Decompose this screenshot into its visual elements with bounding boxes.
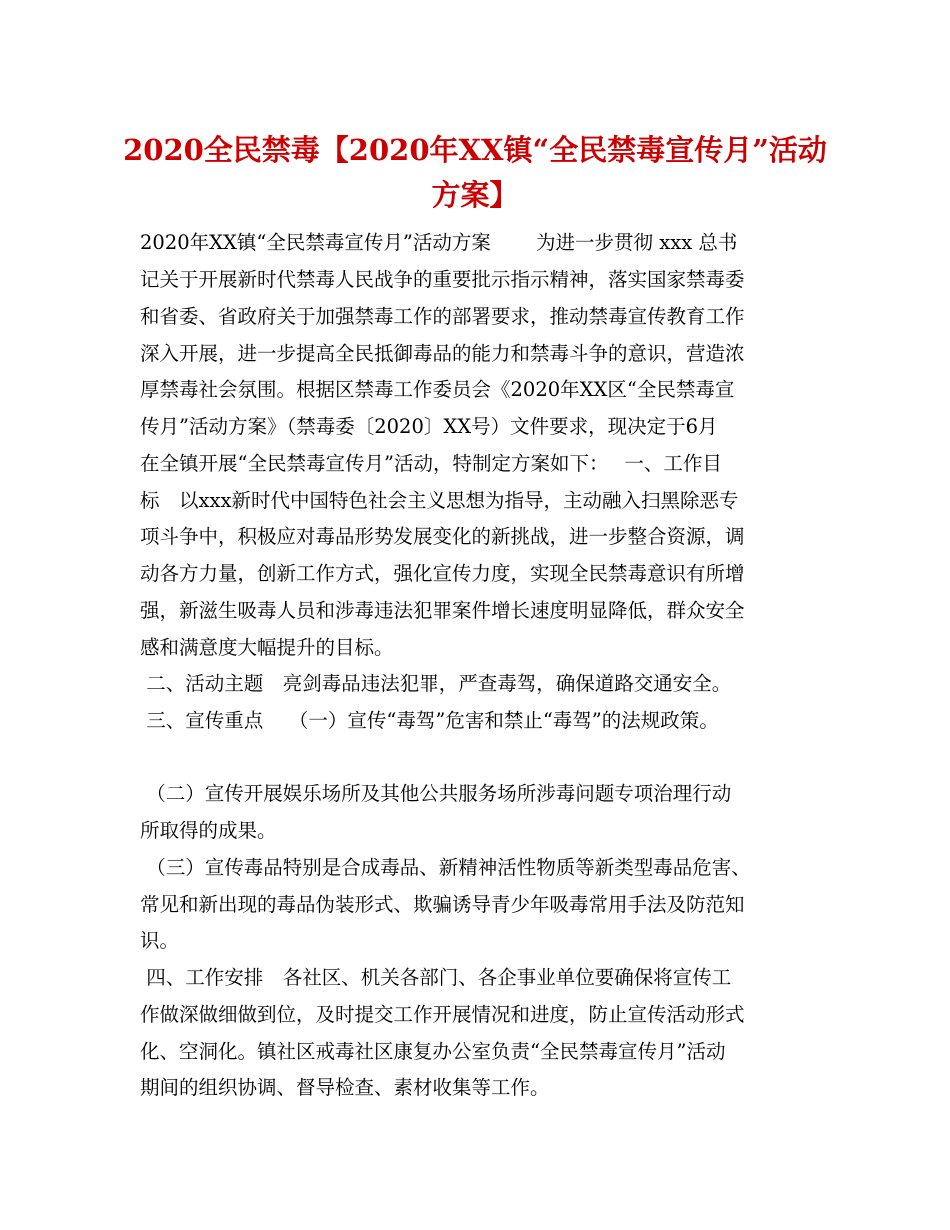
body-line: 记关于开展新时代禁毒人民战争的重要批示指示精神，落实国家禁毒委 — [140, 268, 745, 291]
body-line: （二）宣传开展娱乐场所及其他公共服务场所涉毒问题专项治理行动 — [140, 782, 732, 805]
body-line: 2020年XX镇“全民禁毒宣传月”活动方案 为进一步贯彻 xxx 总书 — [140, 231, 738, 254]
body-line: 三、宣传重点 （一）宣传“毒驾”危害和禁止“毒驾”的法规政策。 — [140, 709, 719, 732]
body-line: 和省委、省政府关于加强禁毒工作的部署要求，推动禁毒宣传教育工作 — [140, 305, 745, 328]
body-line: 动各方力量，创新工作方式，强化宣传力度，实现全民禁毒意识有所增 — [140, 562, 745, 585]
body-line: 在全镇开展“全民禁毒宣传月”活动，特制定方案如下： 一、工作目 — [140, 452, 722, 475]
body-line: 深入开展，进一步提高全民抵御毒品的能力和禁毒斗争的意识，营造浓 — [140, 342, 745, 365]
body-line: 强，新滋生吸毒人员和涉毒违法犯罪案件增长速度明显降低，群众安全 — [140, 599, 745, 622]
body-line: 标 以xxx新时代中国特色社会主义思想为指导，主动融入扫黑除恶专 — [140, 489, 739, 512]
body-line: （三）宣传毒品特别是合成毒品、新精神活性物质等新类型毒品危害、 — [140, 856, 751, 879]
body-line: 四、工作安排 各社区、机关各部门、各企事业单位要确保将宣传工 — [140, 966, 732, 989]
body-line: 识。 — [140, 929, 180, 952]
body-line: 化、空洞化。镇社区戒毒社区康复办公室负责“全民禁毒宣传月”活动 — [140, 1040, 726, 1063]
body-line: 二、活动主题 亮剑毒品违法犯罪，严查毒驾，确保道路交通安全。 — [140, 672, 732, 695]
body-line: 传月”活动方案》（禁毒委〔2020〕XX号）文件要求，现决定于6月 — [140, 415, 718, 438]
body-line: 项斗争中，积极应对毒品形势发展变化的新挑战，进一步整合资源，调 — [140, 525, 745, 548]
body-line: 感和满意度大幅提升的目标。 — [140, 636, 394, 659]
body-line: 期间的组织协调、督导检查、素材收集等工作。 — [140, 1076, 550, 1099]
body-line: 常见和新出现的毒品伪装形式、欺骗诱导青少年吸毒常用手法及防范知 — [140, 893, 745, 916]
body-line: 厚禁毒社会氛围。根据区禁毒工作委员会《2020年XX区“全民禁毒宣 — [140, 378, 735, 401]
document-title-line-2: 方案】 — [431, 178, 519, 212]
document-title-line-1: 2020全民禁毒【2020年XX镇“全民禁毒宣传月”活动 — [123, 133, 827, 167]
body-line: 所取得的成果。 — [140, 819, 277, 842]
body-line: 作做深做细做到位，及时提交工作开展情况和进度，防止宣传活动形式 — [140, 1003, 745, 1026]
